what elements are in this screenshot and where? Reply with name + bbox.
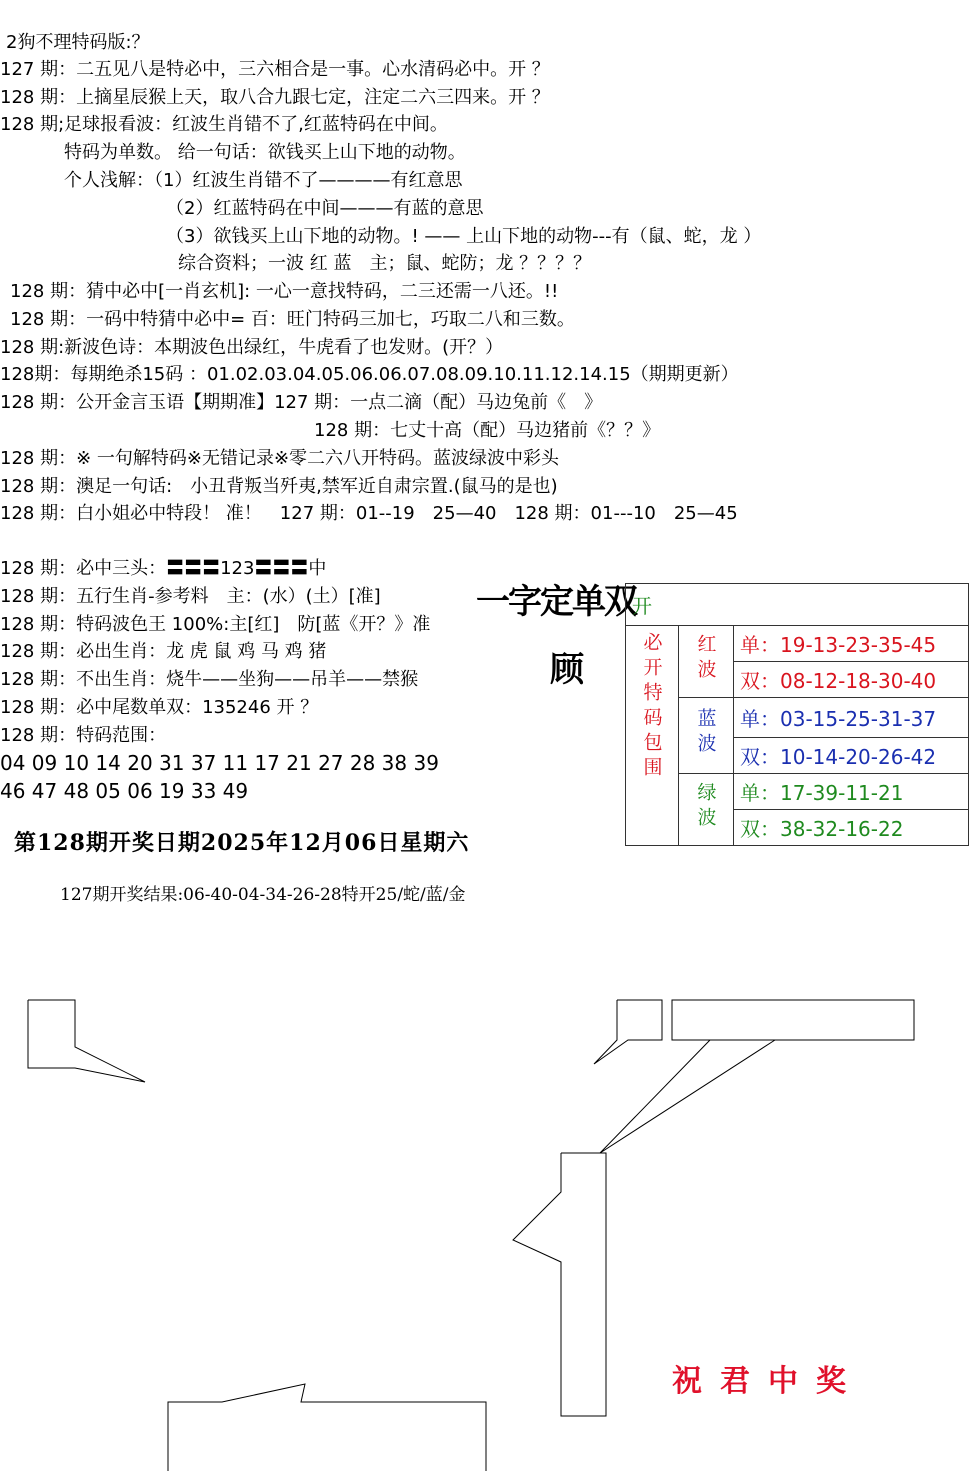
stamp-text: 一字定单双 (476, 582, 636, 622)
callout-right-small (594, 1000, 662, 1064)
blue-wave-label: 蓝波 (694, 708, 717, 758)
text-line: 个人浅解：（1）红波生肖错不了————有红意思 (64, 170, 463, 191)
text-line: 128 期：特码范围： (0, 725, 167, 746)
callout-left (28, 1000, 145, 1082)
red-wave-label: 红波 (694, 634, 717, 684)
text-line: 128 期：上摘星辰猴上天，取八合九跟七定，注定二六三四来。开 ？ (0, 87, 550, 108)
text-line: 128 期：不出生肖：烧牛——坐狗——吊羊——禁猴 (0, 669, 419, 690)
text-line: 128 期:新波色诗：本期波色出绿红，牛虎看了也发财。(开？） (0, 337, 504, 358)
green-single-cell: 单：17-39-11-21 (734, 774, 969, 810)
text-line: 128 期;足球报看波：红波生肖错不了,红蓝特码在中间。 (0, 114, 448, 135)
stamp-text-2: 顾 (550, 650, 584, 690)
previous-result: 127期开奖结果:06-40-04-34-26-28特开25/蛇/蓝/金 (60, 885, 466, 905)
text-line: 综合资料；一波 红 蓝 主；鼠、蛇防；龙 ？？？？ (178, 253, 592, 274)
text-line: 128 期：必出生肖：龙 虎 鼠 鸡 马 鸡 猪 (0, 641, 327, 662)
table-open-cell: 开 (626, 584, 969, 626)
title-line: 2狗不理特码版:？ (6, 32, 150, 53)
text-line: 特码为单数。 给一句话：欲钱买上山下地的动物。 (64, 142, 466, 163)
text-line: 128 期：必中三头：〓〓〓123〓〓〓中 (0, 558, 327, 579)
text-line: 127 期：二五见八是特必中，三六相合是一事。心水清码必中。开 ？ (0, 59, 550, 80)
text-line: 128 期：※ 一句解特码※无错记录※零二六八开特码。蓝波绿波中彩头 (0, 448, 560, 469)
number-line: 46 47 48 05 06 19 33 49 (0, 779, 249, 803)
red-double-cell: 双：08-12-18-30-40 (734, 662, 969, 698)
blue-single-cell: 单：03-15-25-31-37 (734, 698, 969, 738)
side-label: 必开特码包围 (640, 632, 663, 782)
text-line: 128 期：特码波色王 100%:主[红] 防[蓝《开？》准 (0, 614, 431, 635)
connector-lines (600, 1040, 775, 1153)
text-line: 128 期：澳足一句话: 小丑背叛当歼夷,禁军近自肃宗置.(鼠马的是也) (0, 476, 558, 497)
tall-callout (513, 1153, 606, 1416)
blue-double-cell: 双：10-14-20-26-42 (734, 738, 969, 774)
draw-date-heading: 第128期开奖日期2025年12月06日星期六 (14, 830, 470, 856)
blessing-text: 祝君中奖 (672, 1364, 864, 1399)
number-line: 04 09 10 14 20 31 37 11 17 21 27 28 38 39 (0, 751, 439, 775)
text-line: 128 期：公开金言玉语【期期准】127 期：一点二滴（配）马边兔前《 》 (0, 392, 603, 413)
green-double-cell: 双：38-32-16-22 (734, 810, 969, 846)
text-line: （2）红蓝特码在中间———有蓝的意思 (166, 198, 484, 219)
text-line: 128 期：必中尾数单双：135246 开 ？ (0, 697, 319, 718)
text-line: 128 期：七丈十高（配）马边猪前《？？》 (314, 420, 661, 441)
green-wave-label: 绿波 (694, 782, 717, 832)
text-line: 128 期：猜中必中[一肖玄机]: 一心一意找特码，二三还需一八还。!! (10, 281, 559, 302)
text-line: 128期：每期绝杀15码 ：01.02.03.04.05.06.06.07.08.09.10.11.12.14.15（期期更新） (0, 364, 739, 385)
text-line: 128 期：一码中特猜中必中= 百：旺门特码三加七，巧取二八和三数。 (10, 309, 575, 330)
text-line: （3）欲钱买上山下地的动物。! —— 上山下地的动物---有（鼠、蛇，龙 ） (166, 226, 762, 247)
banner-box (672, 1000, 914, 1040)
text-line: 128 期：五行生肖-参考料 主：(水）(土）[准] (0, 586, 381, 607)
text-line: 128 期：白小姐必中特段！ 准！ 127 期：01--19 25—40 128 期：01---10 25—45 (0, 503, 738, 524)
bottom-callout (168, 1384, 486, 1471)
red-single-cell: 单：19-13-23-35-45 (734, 626, 969, 662)
